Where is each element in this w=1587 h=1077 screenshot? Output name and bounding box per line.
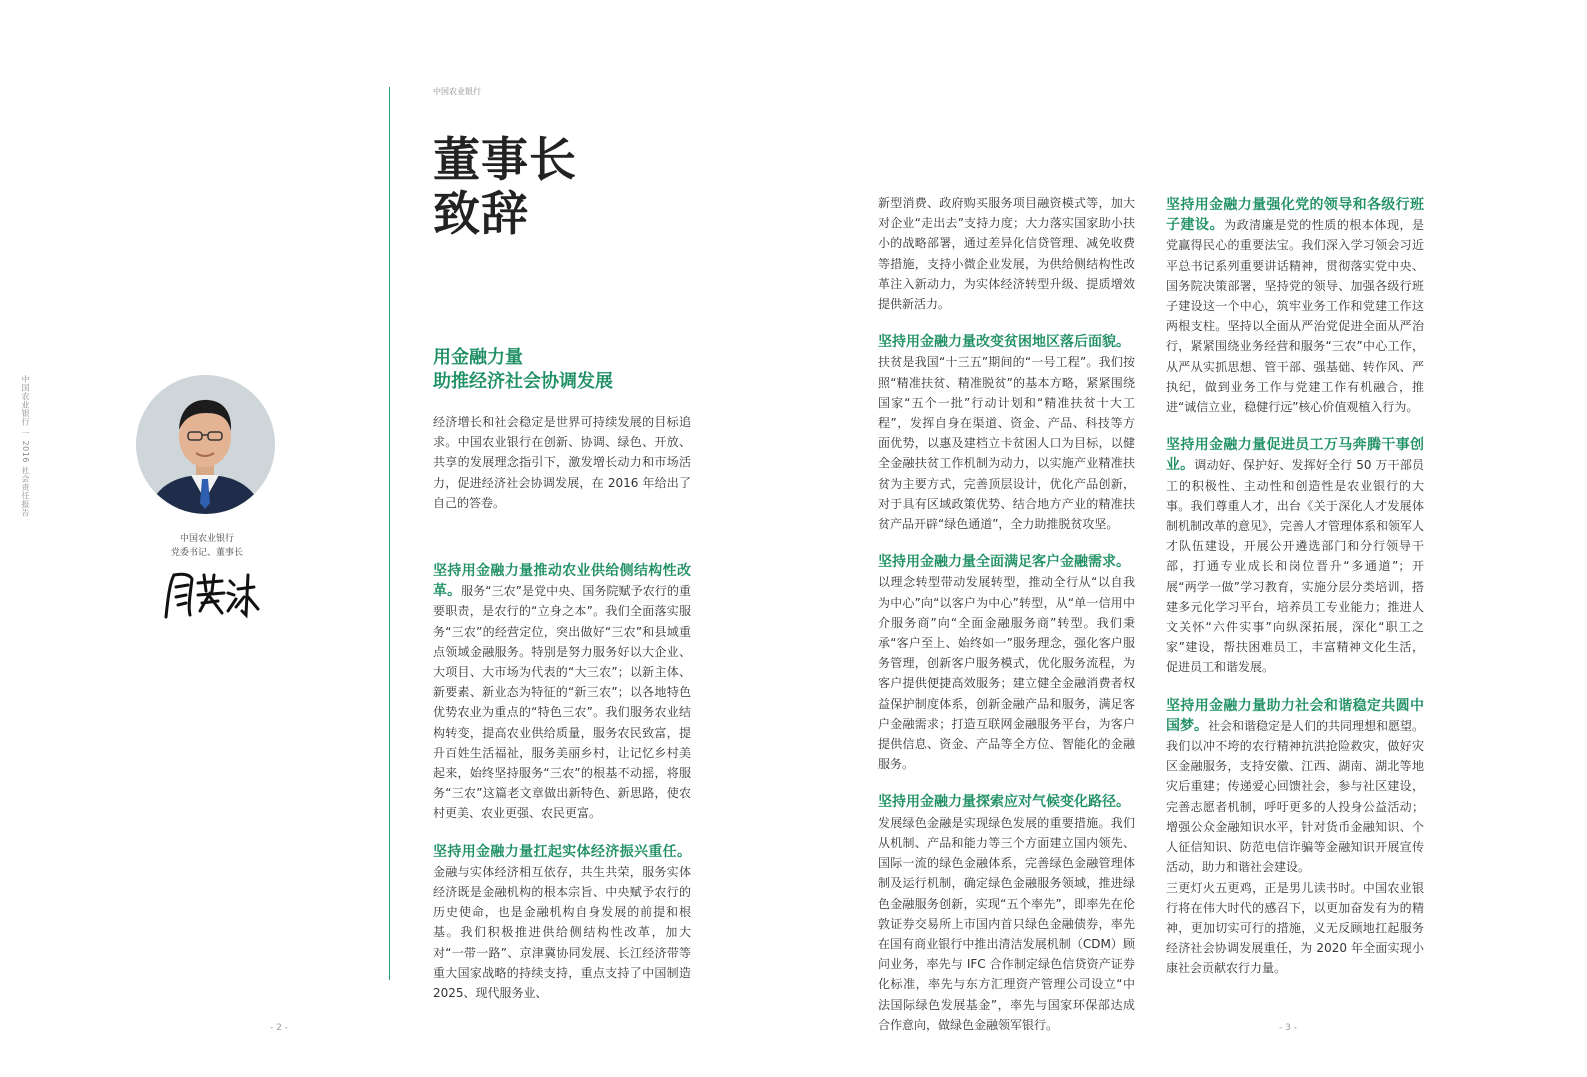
page-number-right: - 3 - [1279,1023,1297,1033]
brand-header: 中国农业银行 [433,87,481,96]
section-title: 坚持用金融力量探索应对气候变化路径。 [878,794,1130,811]
intro-heading [433,346,613,394]
title-line-2: 致辞 [433,187,529,242]
section-harmony [1166,696,1424,878]
sidebar-vertical-text: 中国农业银行 一 2016 社会责任报告 [21,375,30,517]
section-title: 坚持用金融力量改变贫困地区落后面貌。 [878,334,1130,351]
divider-line [389,87,390,980]
section-customer [878,552,1135,774]
column-3 [1166,195,1424,979]
section-title: 坚持用金融力量全面满足客户金融需求。 [878,554,1130,571]
section-title: 坚持用金融力量助力社会和谐稳定共圆中国梦。 [1166,697,1424,734]
page-number-left: - 2 - [270,1023,288,1033]
section-climate [878,792,1135,1034]
section-agri-reform [433,561,691,824]
section-poverty [878,332,1135,534]
intro-heading-line-2: 助推经济社会协调发展 [433,371,613,392]
section-body: 社会和谐稳定是人们的共同理想和愿望。我们以冲不垮的农行精神抗洪抢险救灾，做好灾区金融服务，支持安徽、江西、湖南、湖北等地灾后重建；传递爱心回馈社会，参与社区建设，完善志愿者机制，呼吁更多的人投身公益活动；增强公众金融知识水平，针对货币金融知识、个人征信知识、防范电信诈骗等金融知识开展宣传活动，助力和谐社会建设。 [1166,718,1425,875]
section-body: 为政清廉是党的性质的根本体现，是党赢得民心的重要法宝。我们深入学习领会习近平总书记系列重要讲话精神，贯彻落实党中央、国务院决策部署，坚持党的领导、加强各级行班子建设这一个中心，筑牢业务工作和党建工作这两根支柱。坚持以全面从严治党促进全面从严治行，紧紧围绕业务经营和服务“三农”中心工作，从严从实抓思想、管干部、强基础、转作风、严执纪，做到业务工作与党建工作有机融合，推进“诚信立业，稳健行远”核心价值观植入行为。 [1166,218,1424,415]
section-title: 坚持用金融力量强化党的领导和各级行班子建设。 [1166,197,1424,234]
section-real-economy-continued: 新型消费、政府购买服务项目融资模式等，加大对企业“走出去”支持力度；大力落实国家助小扶小的战略部署，通过差异化信贷管理、减免收费等措施，支持小微企业发展，为供给侧结构性改革注入新动力，为实体经济转型升级、提质增效提供新活力。 [878,196,1135,312]
section-title: 坚持用金融力量促进员工万马奔腾干事创业。 [1166,437,1424,474]
page-title [433,134,577,242]
section-body: 扶贫是我国“十三五”期间的“一号工程”。我们按照“精准扶贫、精准脱贫”的基本方略，紧紧围绕国家“五个一批”行动计划和“精准扶贫十大工程”，发挥自身在渠道、资金、产品、科技等方面优势，以惠及建档立卡贫困人口为目标，以健全金融扶贫工作机制为动力，以实施产业精准扶贫为主要方式，完善顶层设计，优化产品创新，对于具有区域政策优势、结合地方产业的精准扶贫产品开辟“绿色通道”，全力助推脱贫攻坚。 [878,355,1135,532]
intro-heading-line-1: 用金融力量 [433,347,523,368]
section-employees [1166,435,1424,677]
column-1 [433,561,691,1003]
intro-body: 经济增长和社会稳定是世界可持续发展的目标追求。中国农业银行在创新、协调、绿色、开放、共享的发展理念指引下，激发增长动力和市场活力，促进经济社会协调发展，在 2016 年给出了自己的答卷。 [433,415,691,510]
section-real-economy [433,842,691,1004]
chairman-signature [160,567,260,623]
section-title: 坚持用金融力量推动农业供给侧结构性改革。 [433,563,691,600]
column-2 [878,193,1135,1035]
closing-paragraph: 三更灯火五更鸡，正是男儿读书时。中国农业银行将在伟大时代的感召下，以更加奋发有为的精神，更加切实可行的措施，义无反顾地扛起服务经济社会协调发展重任，为 2020 年全面实现小康社会贡献农行力量。 [1166,880,1424,976]
section-title: 坚持用金融力量扛起实体经济振兴重任。 [433,843,691,860]
section-body: 调动好、保护好、发挥好全行 50 万干部员工的积极性、主动性和创造性是农业银行的大事。我们尊重人才，出台《关于深化人才发展体制机制改革的意见》，完善人才管理体系和领军人才队伍建设，开展公开遴选部门和分行领导干部，打通专业成长和岗位晋升“多通道”；开展“两学一做”学习教育，实施分层分类培训，搭建多元化学习平台，培养员工专业能力；推进人文关怀“六件实事”向纵深拓展，深化“职工之家”建设，帮扶困难员工，丰富精神文化生活，促进员工和谐发展。 [1166,458,1425,675]
portrait-image [136,375,275,514]
title-line-1: 董事长 [433,133,577,188]
chairman-org: 中国农业银行 [179,534,234,544]
section-party-leadership [1166,195,1424,417]
section-body: 服务“三农”是党中央、国务院赋予农行的重要职责，是农行的“立身之本”。我们全面落实服务“三农”的经营定位，突出做好“三农”和县域重点领域金融服务。特别是努力服务好以大企业、大项目、大市场为代表的“大三农”；以新主体、新要素、新业态为特征的“新三农”；以各地特色优势农业为重点的“特色三农”。我们服务农业结构转变，提高农业供给质量，服务农民致富，提升百姓生活福祉，服务美丽乡村，让记忆乡村美起来，始终坚持服务“三农”的根基不动摇，将服务“三农”这篇老文章做出新特色、新思路，使农村更美、农业更强、农民更富。 [433,584,692,821]
chairman-portrait [136,375,275,514]
section-body: 以理念转型带动发展转型，推动全行从“以自我为中心”向“以客户为中心”转型，从“单一信用中介服务商”向“全面金融服务商”转型。我们秉承“客户至上、始终如一”服务理念，强化客户服务管理，创新客户服务模式，优化服务流程，为客户提供便捷高效服务；建立健全金融消费者权益保护制度体系，创新金融产品和服务，满足客户金融需求；打造互联网金融服务平台，为客户提供信息、资金、产品等全方位、智能化的金融服务。 [878,575,1135,772]
chairman-position: 党委书记、董事长 [170,548,243,558]
section-body: 金融与实体经济相互依存，共生共荣，服务实体经济既是金融机构的根本宗旨、中央赋予农行的历史使命，也是金融机构自身发展的前提和根基。我们积极推进供给侧结构性改革，加大对“一带一路”、京津冀协同发展、长江经济带等重大国家战略的持续支持，重点支持了中国制造 2025、现代服务业、 [433,864,691,1001]
intro-paragraph [433,412,691,513]
chairman-caption [140,532,274,560]
section-body: 发展绿色金融是实现绿色发展的重要措施。我们从机制、产品和能力等三个方面建立国内领先、国际一流的绿色金融体系，完善绿色金融管理体制及运行机制，确定绿色金融服务领域，推进绿色金融服务创新，实现“五个率先”，即率先在伦敦证券交易所上市国内首只绿色金融债券，率先在国有商业银行中推出清洁发展机制（CDM）顾问业务，率先与 IFC 合作制定绿色信贷资产证券化标准，率先与东方汇理资产管理公司设立“中法国际绿色发展基金”，率先与国家环保部达成合作意向，做绿色金融领军银行。 [878,815,1135,1032]
